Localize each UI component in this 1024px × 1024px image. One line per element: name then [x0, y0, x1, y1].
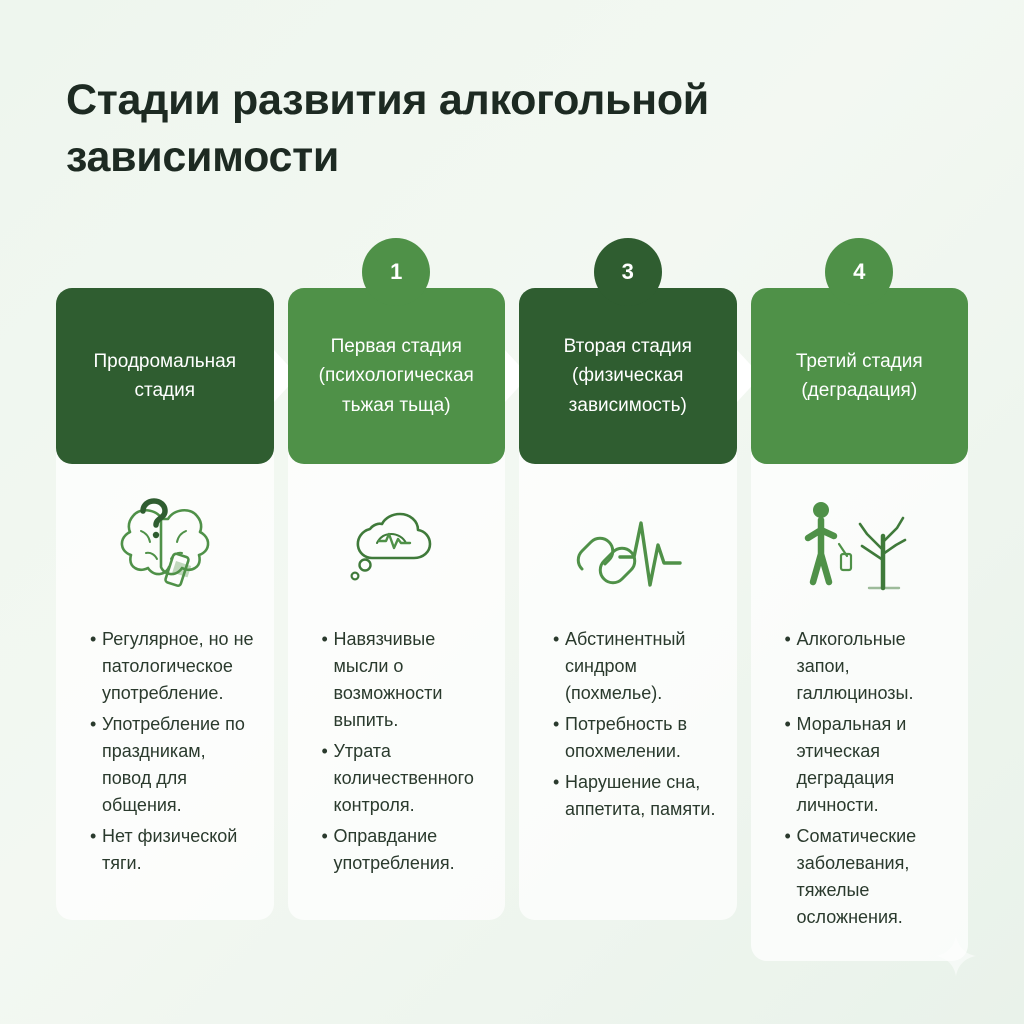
- page-title: Стадии развития алкогольной зависимости: [66, 76, 709, 182]
- stage-header-label-3: Вторая стадия (физическая зависимость): [563, 335, 692, 416]
- stage-header-1: [56, 288, 274, 464]
- stage-column-3: [519, 259, 737, 961]
- list-item: • Оправдание употребления.: [322, 823, 488, 877]
- list-item: • Нарушение сна, аппетита, памяти.: [553, 769, 719, 823]
- stage-header-label-4: Третий стадия (деградация): [795, 350, 923, 401]
- sparkle-icon: [934, 934, 978, 978]
- stage-header-2: [288, 288, 506, 464]
- list-item: • Потребность в опохмелении.: [553, 711, 719, 765]
- stage-badge-2: 1: [362, 238, 430, 306]
- stage-column-1: [56, 288, 274, 961]
- stage-body-4: [751, 450, 969, 961]
- list-item: • Моральная и этическая деградация личности.: [785, 711, 951, 819]
- stage-header-label-1: Продромальная стадия: [93, 350, 237, 401]
- stage-columns: [56, 259, 968, 961]
- chain-pulse-icon: [537, 484, 719, 612]
- list-item: • Нет физической тяги.: [90, 823, 256, 877]
- person-dead-tree-icon: [769, 484, 951, 612]
- thought-bubble-icon: [306, 484, 488, 612]
- list-item: • Соматические заболевания, тяжелые осложнения.: [785, 823, 951, 931]
- stage-points-1: [74, 626, 256, 877]
- stage-column-4: [751, 259, 969, 961]
- stage-column-2: [288, 259, 506, 961]
- list-item: • Регулярное, но не патологическое употребление.: [90, 626, 256, 707]
- brain-question-icon: [74, 484, 256, 612]
- stage-body-2: [288, 450, 506, 920]
- list-item: • Навязчивые мысли о возможности выпить.: [322, 626, 488, 734]
- stage-points-4: [769, 626, 951, 931]
- stage-body-3: [519, 450, 737, 920]
- stage-badge-3: 3: [594, 238, 662, 306]
- stage-header-4: [751, 288, 969, 464]
- stage-points-3: [537, 626, 719, 823]
- list-item: • Употребление по праздникам, повод для общения.: [90, 711, 256, 819]
- list-item: • Абстинентный синдром (похмелье).: [553, 626, 719, 707]
- stage-points-2: [306, 626, 488, 877]
- list-item: • Утрата количественного контроля.: [322, 738, 488, 819]
- stage-header-label-2: Первая стадия (психологическая тьжая тьща): [318, 335, 474, 416]
- stage-badge-4: 4: [825, 238, 893, 306]
- stage-body-1: [56, 450, 274, 920]
- list-item: • Алкогольные запои, галлюцинозы.: [785, 626, 951, 707]
- stage-header-3: [519, 288, 737, 464]
